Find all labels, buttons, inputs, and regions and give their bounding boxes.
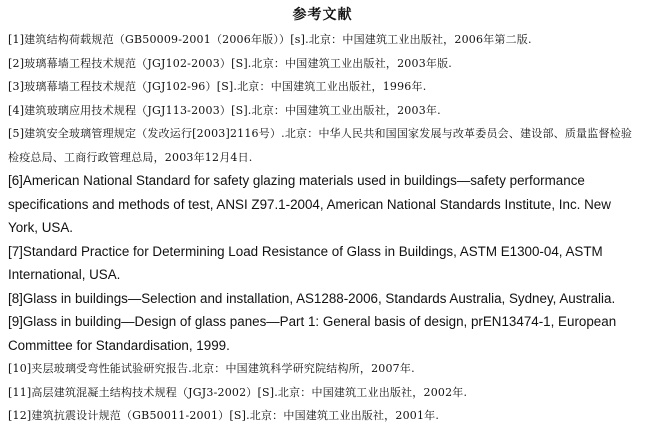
reference-item-4: [4]建筑玻璃应用技术规程（JGJ113-2003）[S].北京：中国建筑工业出版社，2003年.	[8, 103, 441, 117]
reference-item-12: [12]建筑抗震设计规范（GB50011-2001）[S].北京：中国建筑工业出版社，2001年.	[8, 409, 440, 422]
reference-item-6: [6]American National Standard for safety glazing materials used in buildings—safety performance specifications and methods of test, ANSI Z97.1-2004, American National Standards Institute, Inc. New York, USA.	[8, 173, 611, 235]
reference-item-8: [8]Glass in buildings—Selection and installation, AS1288-2006, Standards Australia, Sydney, Australia.	[8, 290, 616, 306]
reference-item-7: [7]Standard Practice for Determining Load Resistance of Glass in Buildings, ASTM E1300-04, ASTM International, USA.	[8, 243, 603, 282]
reference-list	[8, 28, 637, 428]
reference-item-11: [11]高层建筑混凝土结构技术规程（JGJ3-2002）[S].北京：中国建筑工业出版社，2002年.	[8, 385, 468, 399]
reference-item-5: [5]建筑安全玻璃管理规定（发改运行[2003]2116号）.北京：中华人民共和国国家发展与改革委员会、建设部、质量监督检验检疫总局、工商行政管理总局，2003年12月4日.	[8, 127, 633, 164]
page-title: 参考文献	[292, 7, 353, 23]
reference-item-10: [10]夹层玻璃受弯性能试验研究报告.北京：中国建筑科学研究院结构所，2007年.	[8, 362, 415, 375]
reference-item-2: [2]玻璃幕墙工程技术规范（JGJ102-2003）[S].北京：中国建筑工业出版社，2003年版.	[8, 56, 452, 70]
reference-item-9: [9]Glass in building—Design of glass panes—Part 1: General basis of design, prEN13474-1, European Committee for Standardisation, 1999.	[8, 314, 617, 353]
reference-item-3: [3]玻璃幕墙工程技术规范（JGJ102-96）[S].北京：中国建筑工业出版社，1996年.	[8, 80, 427, 93]
reference-item-1: [1]建筑结构荷载规范（GB50009-2001（2006年版））[s].北京：中国建筑工业出版社，2006年第二版.	[8, 33, 532, 46]
